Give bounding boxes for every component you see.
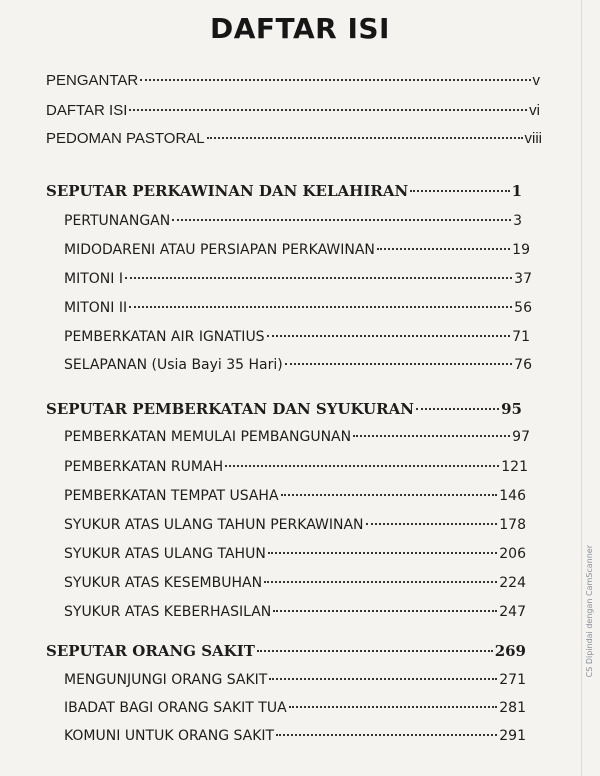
dot-leader [268,552,497,554]
toc-entry-ulang-tahun-perkawinan[interactable] [64,514,526,536]
toc-entry-label: MIDODARENI ATAU PERSIAPAN PERKAWINAN [64,242,375,258]
dot-leader [129,109,527,111]
toc-entry-page: 146 [499,488,526,504]
dot-leader [264,581,497,583]
toc-entry-page: vi [529,102,540,119]
toc-entry-keberhasilan[interactable] [64,601,526,623]
toc-entry-label: MENGUNJUNGI ORANG SAKIT [64,672,268,688]
dot-leader [353,435,510,437]
dot-leader [267,335,511,337]
page-title: DAFTAR ISI [210,12,390,45]
toc-entry-selapanan[interactable] [64,354,532,376]
toc-section-page: 269 [494,642,526,660]
toc-entry-label: PERTUNANGAN [64,213,171,229]
dot-leader [377,248,510,250]
dot-leader [273,610,497,612]
toc-entry-memulai-pembangunan[interactable] [64,426,530,448]
toc-entry-ibadat[interactable] [64,697,526,719]
toc-entry-label: PENGANTAR [46,72,139,89]
toc-entry-page: 121 [501,459,528,475]
toc-entry-label: PEMBERKATAN AIR IGNATIUS [64,329,265,345]
toc-section-label: SEPUTAR ORANG SAKIT [46,642,255,660]
toc-entry-page: 224 [499,575,526,591]
toc-entry-label: PEDOMAN PASTORAL [46,130,205,147]
toc-entry-page: 178 [499,517,526,533]
dot-leader [281,494,498,496]
dot-leader [366,523,498,525]
toc-entry-page: v [532,72,540,89]
toc-entry-label: MITONI I [64,271,123,287]
dot-leader [416,408,499,410]
toc-entry-label: PEMBERKATAN TEMPAT USAHA [64,488,279,504]
toc-entry-mitoni-2[interactable] [64,297,532,319]
toc-entry-pedoman-pastoral[interactable] [46,128,542,150]
toc-entry-page: 206 [499,546,526,562]
toc-entry-midodareni[interactable] [64,239,530,261]
toc-entry-page: 281 [499,700,526,716]
toc-section-perkawinan-kelahiran[interactable] [46,180,522,202]
dot-leader [276,734,497,736]
toc-section-orang-sakit[interactable] [46,640,526,662]
toc-entry-page: 71 [512,329,530,345]
dot-leader [225,465,499,467]
toc-entry-page: 271 [499,672,526,688]
toc-entry-label: PEMBERKATAN RUMAH [64,459,224,475]
toc-entry-label: KOMUNI UNTUK ORANG SAKIT [64,728,275,744]
dot-leader [207,137,523,139]
dot-leader [140,79,530,81]
toc-entry-label: SYUKUR ATAS KESEMBUHAN [64,575,263,591]
toc-entry-label: PEMBERKATAN MEMULAI PEMBANGUNAN [64,429,352,445]
dot-leader [289,706,498,708]
toc-entry-mengunjungi[interactable] [64,669,526,691]
scanner-watermark: CS Dipindai dengan CamScanner [585,545,594,678]
toc-entry-page: 291 [499,728,526,744]
toc-entry-komuni[interactable] [64,725,526,747]
dot-leader [269,678,497,680]
dot-leader [410,190,509,192]
dot-leader [129,306,512,308]
toc-entry-label: SYUKUR ATAS KEBERHASILAN [64,604,272,620]
toc-section-page: 1 [511,182,522,200]
toc-entry-page: viii [524,130,542,147]
toc-entry-label: DAFTAR ISI [46,102,128,119]
dot-leader [125,277,512,279]
toc-entry-daftar-isi[interactable] [46,100,540,122]
toc-entry-pemberkatan-rumah[interactable] [64,456,528,478]
toc-entry-page: 76 [514,357,532,373]
toc-entry-label: SYUKUR ATAS ULANG TAHUN PERKAWINAN [64,517,364,533]
toc-section-label: SEPUTAR PEMBERKATAN DAN SYUKURAN [46,400,414,418]
toc-section-page: 95 [501,400,522,418]
toc-entry-page: 56 [514,300,532,316]
dot-leader [172,219,511,221]
toc-entry-kesembuhan[interactable] [64,572,526,594]
toc-entry-page: 19 [512,242,530,258]
toc-entry-page: 3 [513,213,522,229]
toc-entry-label: MITONI II [64,300,128,316]
toc-entry-page: 247 [499,604,526,620]
toc-section-pemberkatan-syukuran[interactable] [46,398,522,420]
toc-entry-page: 37 [514,271,532,287]
toc-entry-ulang-tahun[interactable] [64,543,526,565]
toc-entry-page: 97 [512,429,530,445]
toc-entry-air-ignatius[interactable] [64,326,530,348]
toc-entry-pengantar[interactable] [46,70,540,92]
dot-leader [285,363,512,365]
toc-entry-pertunangan[interactable] [64,210,522,232]
toc-entry-mitoni-1[interactable] [64,268,532,290]
toc-entry-label: SYUKUR ATAS ULANG TAHUN [64,546,266,562]
dot-leader [257,650,493,652]
toc-entry-label: IBADAT BAGI ORANG SAKIT TUA [64,700,287,716]
toc-entry-tempat-usaha[interactable] [64,485,526,507]
toc-section-label: SEPUTAR PERKAWINAN DAN KELAHIRAN [46,182,409,200]
toc-entry-label: SELAPANAN (Usia Bayi 35 Hari) [64,357,283,373]
